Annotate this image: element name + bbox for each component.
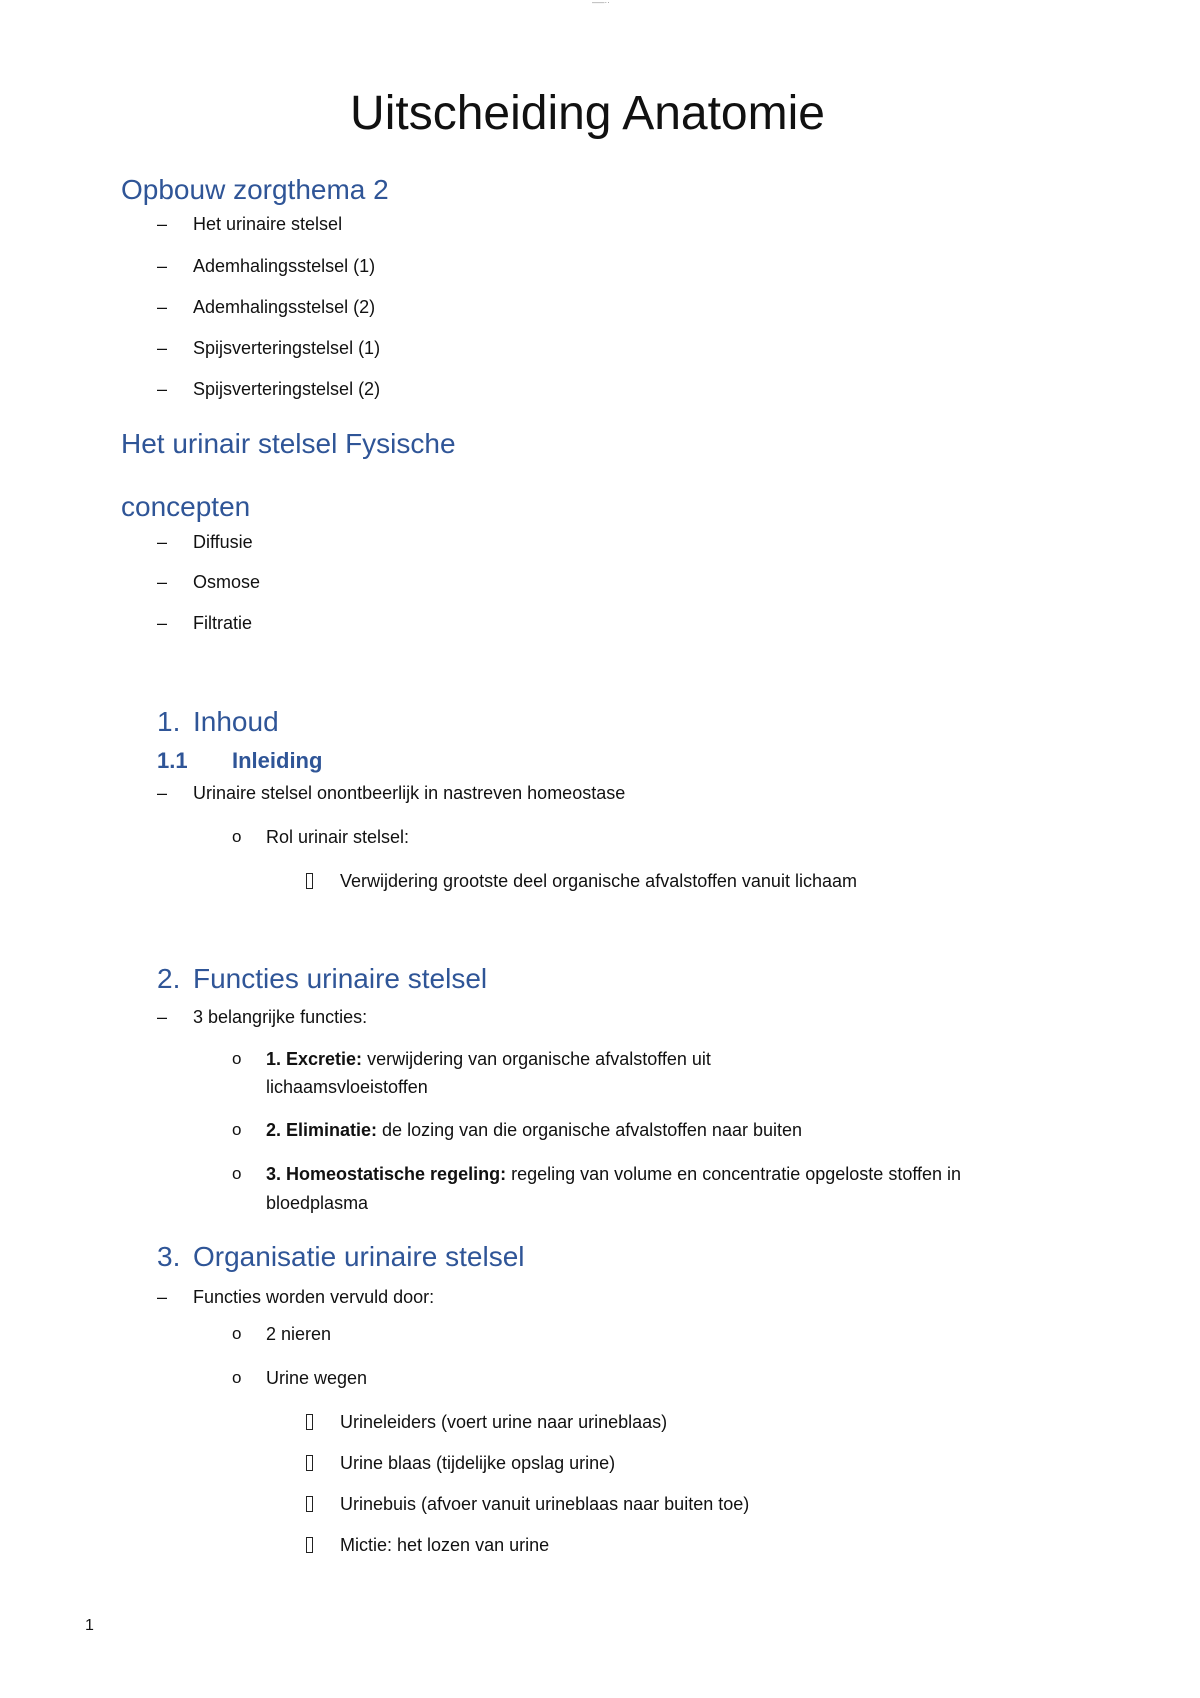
heading-fysische-line2: concepten	[121, 491, 251, 522]
mictie-label: Mictie:	[340, 1535, 393, 1555]
dash-bullet: –	[157, 256, 168, 276]
list-item: Verwijdering grootste deel organische afvalstoffen vanuit lichaam	[340, 871, 857, 891]
circle-bullet: o	[232, 1324, 242, 1343]
list-item: Functies worden vervuld door:	[193, 1287, 435, 1307]
circle-bullet: o	[232, 1368, 242, 1387]
heading-inleiding: Inleiding	[232, 748, 323, 773]
page-header-mark: —–··	[592, 0, 610, 7]
section-number: 3.	[157, 1241, 181, 1272]
circle-bullet: o	[232, 1120, 242, 1139]
function-text: regeling van volume en concentratie opgeloste stoffen in	[506, 1164, 962, 1184]
heading-fysische-line1: Het urinair stelsel Fysische	[121, 428, 456, 459]
dash-bullet: –	[157, 783, 168, 803]
function-text: de lozing van die organische afvalstoffen naar buiten	[377, 1120, 803, 1140]
dash-bullet: –	[157, 1007, 168, 1027]
dash-bullet: –	[157, 297, 168, 317]
dash-bullet: –	[157, 572, 168, 592]
dash-bullet: –	[157, 214, 168, 234]
page-number: 1	[85, 1617, 94, 1634]
list-item: Filtratie	[193, 613, 253, 633]
square-bullet-icon	[306, 1496, 313, 1512]
list-item: Rol urinair stelsel:	[266, 827, 410, 847]
function-excretie	[266, 1049, 711, 1070]
function-label: 2. Eliminatie:	[266, 1120, 378, 1140]
function-label: 3. Homeostatische regeling:	[266, 1164, 507, 1184]
section-number: 1.	[157, 706, 181, 737]
square-bullet-icon	[306, 1455, 313, 1471]
heading-functies: Functies urinaire stelsel	[193, 963, 488, 994]
circle-bullet: o	[232, 1049, 242, 1068]
list-item: Urine blaas (tijdelijke opslag urine)	[340, 1453, 616, 1473]
heading-organisatie: Organisatie urinaire stelsel	[193, 1241, 525, 1272]
list-item-mictie	[340, 1535, 549, 1556]
list-item: Urinebuis (afvoer vanuit urineblaas naar buiten toe)	[340, 1494, 750, 1514]
mictie-text: het lozen van urine	[392, 1535, 550, 1555]
list-item: Het urinaire stelsel	[193, 214, 343, 234]
list-item: Spijsverteringstelsel (1)	[193, 338, 381, 358]
list-item: 2 nieren	[266, 1324, 332, 1344]
list-item: Ademhalingsstelsel (1)	[193, 256, 376, 276]
square-bullet-icon	[306, 1414, 313, 1430]
list-item: Urineleiders (voert urine naar urineblaas)	[340, 1412, 668, 1432]
function-eliminatie	[266, 1120, 802, 1141]
list-item: Ademhalingsstelsel (2)	[193, 297, 376, 317]
function-homeostatische-line2: bloedplasma	[266, 1193, 369, 1213]
square-bullet-icon	[306, 873, 313, 889]
dash-bullet: –	[157, 532, 168, 552]
dash-bullet: –	[157, 613, 168, 633]
circle-bullet: o	[232, 1164, 242, 1183]
dash-bullet: –	[157, 338, 168, 358]
function-excretie-line2: lichaamsvloeistoffen	[266, 1077, 428, 1097]
list-item: 3 belangrijke functies:	[193, 1007, 368, 1027]
list-item: Urinaire stelsel onontbeerlijk in nastreven homeostase	[193, 783, 626, 803]
function-text: verwijdering van organische afvalstoffen uit	[362, 1049, 711, 1069]
list-item: Urine wegen	[266, 1368, 368, 1388]
dash-bullet: –	[157, 1287, 168, 1307]
heading-inhoud: Inhoud	[193, 706, 279, 737]
list-item: Osmose	[193, 572, 261, 592]
function-label: 1. Excretie:	[266, 1049, 363, 1069]
document-title: Uitscheiding Anatomie	[350, 87, 825, 140]
list-item: Spijsverteringstelsel (2)	[193, 379, 381, 399]
section-number: 2.	[157, 963, 181, 994]
square-bullet-icon	[306, 1537, 313, 1553]
function-homeostatische	[266, 1164, 961, 1185]
list-item: Diffusie	[193, 532, 253, 552]
heading-opbouw: Opbouw zorgthema 2	[121, 174, 389, 205]
subsection-number: 1.1	[157, 748, 188, 773]
dash-bullet: –	[157, 379, 168, 399]
circle-bullet: o	[232, 827, 242, 846]
